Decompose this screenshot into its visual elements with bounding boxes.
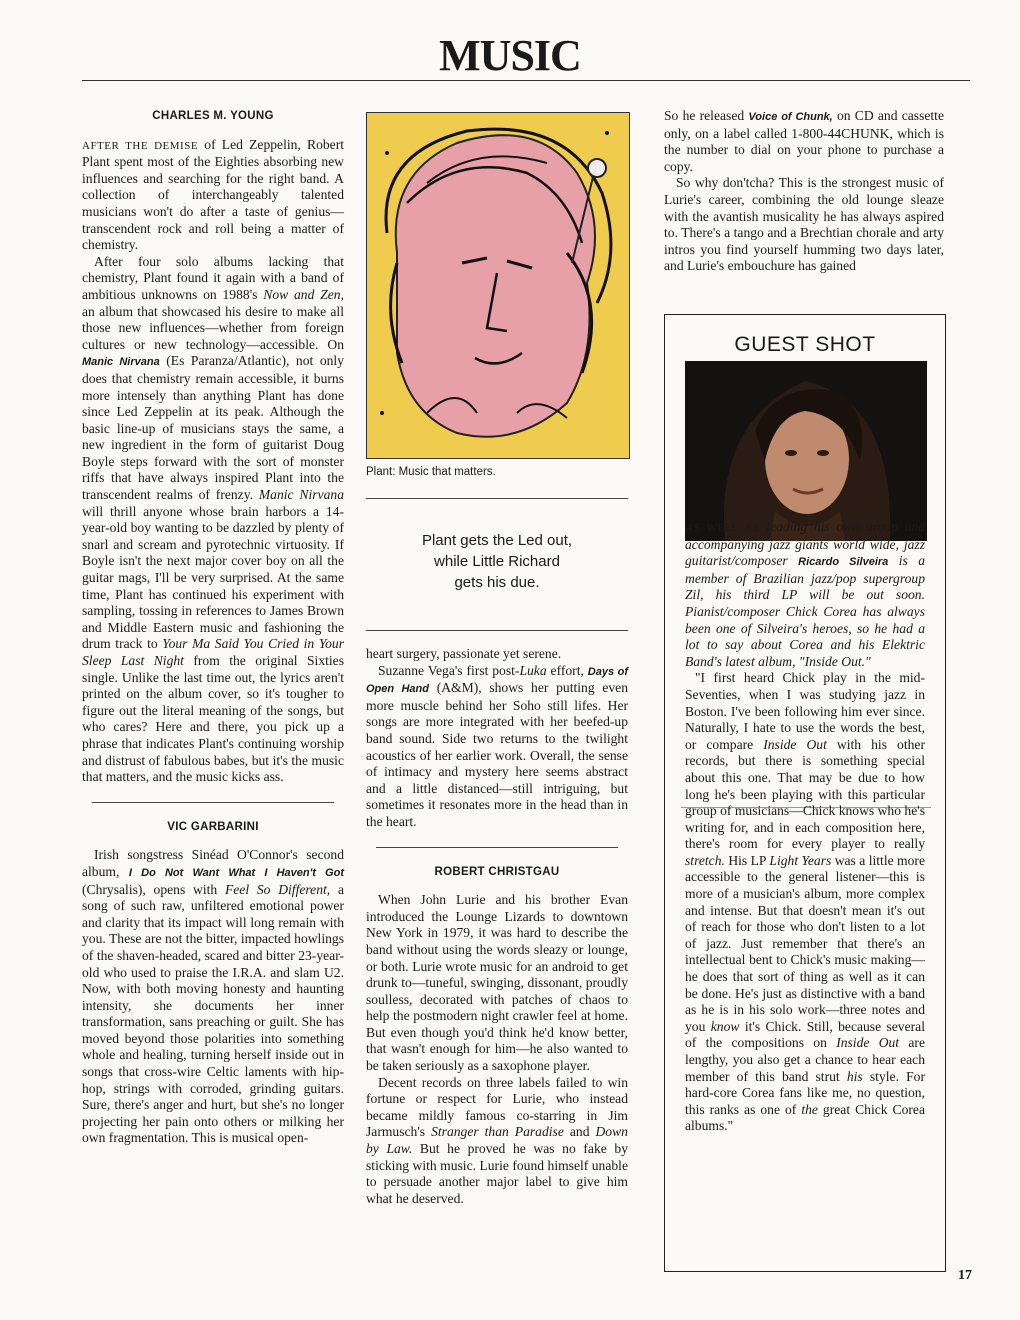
emphasis: stretch. [685,852,725,868]
section-title: MUSIC [439,31,581,80]
quote-text: with his other records, but there is something special about this one. That may be due to how long he's been playing with this particular group of musicians—Chick knows who he's writing for, and in each composition here, there's room for every player to really [685,736,925,852]
guest-intro [685,519,925,670]
review1-text: After four solo albums lacking that chemistry, Plant found it again with a band of ambitious unknowns on 1988's [82,253,344,302]
review1-paragraph-2 [82,254,344,786]
review3-text: But he proved he was no fake by sticking with music. Lurie found himself unable to persuade another major label to give him what he deserved. [366,1141,628,1206]
review3-text: and [569,1124,590,1140]
quote-text: was a little more accessible to the general listener—this is more of a musician's album, more complex and intense. But that doesn't mean it's out of reach for those who don't listen to a lot of jazz. Just remember that there's an intellectual bent to Chick's music making—he does that sort of thing as well as it can be done. He's just as distinctive with a band as he is in his solo work—three notes and you [685,852,925,1034]
review2-text: (A&M), shows her putting even more muscle behind her Soho still lifes. Her songs are more integrated with her beefed-up band sound. Side two returns to the twilight acoustics of her earlier work. Overall, the sense of intimacy and mystery here seems abstract and a little distanced—still intriguing, but sometimes it resonates more in the head than in the heart. [366,680,628,829]
review2-text: effort, [550,662,584,678]
page-number: 17 [958,1268,972,1283]
guest-photo-ricardo-silveira [685,361,927,541]
guest-shot-text [685,519,925,1135]
review2-continuation: heart surgery, passionate yet serene. [366,646,562,661]
lead-in: AFTER THE DEMISE [82,139,199,152]
illustration-robert-plant [366,112,630,459]
pullquote-line-1: Plant gets the Led out, [421,532,573,549]
album-title: Inside Out [836,1035,900,1051]
album-title: Manic Nirvana [82,356,160,369]
guest-name: Ricardo Silveira [798,556,889,569]
quote-text: style. For hard-core Corea fans like me, no question, this ranks as one of [685,1068,925,1117]
album-title: Manic Nirvana [258,487,344,503]
review3-paragraph-2 [366,1075,628,1208]
review2-text: a song of such raw, unfiltered emotional power and clarity that its impact will long remain with you. These are not the bitter, impacted howlings of the shaven-headed, scared and bitter 23-year-old who used to praise the I.R.A. and slam U2. Now, with both moving honesty and haunting intensity, she documents her inner transformation, sans preaching or guilt. She has moved beyond those polarities into something whole and healing, turning herself inside out in songs that cross-wire Celtic laments with hip-hop, strings with corroded, grinding guitars. Sure, there's anger and hurt, but she's no longer projecting her pain onto others or milking her own fragmentation. This is musical open- [82,881,344,1146]
pullquote-rule-top [366,498,628,499]
review3-text: So he released [664,108,745,123]
lead-in: AS WELL AS [685,522,760,534]
byline-robert-christgau: ROBERT CHRISTGAU [434,865,560,878]
album-title: Days of Open Hand [366,665,628,696]
pullquote [366,530,628,593]
guest-intro-text: leading his own group and accompanying jazz giants world wide, jazz guitarist/composer [685,519,926,569]
review3-paragraph-1: When John Lurie and his brother Evan introduced the Lounge Lizards to downtown New York in 1979, it was hard to describe the band without using the words sleazy or lounge, or both. Lurie wrote music for an android to get drunk to—tuneful, swinging, dissonant, proudly soulless, decorated with patches of chaos to help the postmodern night crawler feel at home. But even though you'd think he'd know better, that wasn't enough for him—he also wanted to be taken seriously as a saxophone player. [366,892,628,1074]
review1-text-1: of Led Zeppelin, Robert Plant spent most of the Eighties absorbing new influences and searching for the right band. A collection of interchangeably talented musicians won't do after a taste of genius—transcendent rock and roll being a matter of chemistry. [82,136,345,253]
portrait-photo [685,361,927,541]
byline-vic-garbarini: VIC GARBARINI [167,820,259,833]
caricature-drawing [367,113,629,458]
album-title: Now and Zen, [263,286,344,302]
guest-shot-box [664,314,946,1272]
pullquote-line-2: while Little Richard [434,553,560,570]
quote-text: it's Chick. Still, because several of the compositions on [685,1018,925,1051]
guest-shot-title: GUEST SHOT [734,333,876,356]
column-1 [82,108,344,1147]
byline-charles-young: CHARLES M. YOUNG [152,110,274,122]
review3-paragraph-3 [664,108,944,175]
pullquote-line-3: gets his due. [454,574,540,591]
film-title: Stranger than Paradise [431,1124,564,1140]
review2-paragraph-1 [82,847,344,1147]
divider [376,847,618,848]
column-2 [366,646,628,1207]
review1-text: (Es Paranza/Atlantic), not only does that chemistry remain accessible, it burns more intensely than anything Plant has done since Led Zeppelin at its peak. Although the basic line-up of musicians stays the same, a new ingredient in the form of guitarist Doug Boyle steps forward with the sort of monster riffs that have always inspired Plant into the transcendent realms of frenzy. [82,353,344,503]
quote-text: are lengthy, you also get a chance to hear each member of this band strut [685,1035,925,1084]
song-title: Your Ma Said You Cried in Your Sleep Last Night [82,636,345,668]
review1-text: will thrill anyone whose brain harbors a 14-year-old boy wanting to be dazzled by plenty of snarl and scream and pyrotechnic virtuosity. If Boyle isn't the next major cover boy on all the guitar mags, I'll be very surprised. At the same time, Plant has continued his experiment with sampling, tossing in references to James Brown and Middle Eastern music and fashioning the drum track to [82,503,344,652]
guest-quote [685,670,925,1135]
illustration-caption: Plant: Music that matters. [366,466,496,478]
review2-paragraph-2 [366,663,628,831]
column-3 [664,108,944,275]
album-title: Inside Out [763,736,827,752]
album-title: Light Years [769,852,832,868]
emphasis: his [846,1068,863,1084]
review2-text: (Chrysalis), opens with [82,881,218,897]
album-title: I Do Not Want What I Haven't Got [128,866,344,879]
divider [92,802,334,803]
review1-text: from the original Sixties single. Unlike the last time out, the lyrics aren't printed on the album cover, so it's tougher to figure out the literal meaning of the songs, but who cares? Here and there, you pick up a phrase that indicates Plant's continuing worship and distrust of fabulous babes, but it's the music that matters, and the music kicks ass. [82,653,344,785]
quote-text: great Chick Corea albums." [685,1101,925,1134]
album-title: Luka [519,662,547,678]
review1-text: an album that showcased his desire to make all those new influences—whether from foreign cultures or new technology—accessible. On [82,303,344,352]
review3-paragraph-4: So why don'tcha? This is the strongest music of Lurie's career, combining the old lounge sleaze with the avantish musicality he has always aspired to. There's a tango and a Brechtian chorale and arty intros you find yourself humming two days later, and Lurie's embouchure has gained [664,175,944,274]
review1-paragraph-1 [82,137,344,254]
emphasis: know [710,1018,740,1034]
review3-text: on CD and cassette only, on a label called 1-800-44CHUNK, which is the number to dial on your phone to purchase a copy. [664,108,944,174]
review2-text: Suzanne Vega's first post- [378,662,520,678]
pullquote-rule-bottom [366,630,628,631]
header-rule [82,80,970,81]
guest-intro-text: is a member of Brazilian jazz/pop supergroup Zil, his third LP will be out soon. Pianist/composer Chick Corea has always been one of Silveira's heroes, so he had a lot to say about Corea and his Elektric Band's latest album, "Inside Out." [685,553,926,669]
quote-text: "I first heard Chick play in the mid-Seventies, when I was studying jazz in Boston. I've been following him ever since. Naturally, I hate to use the words the best, or compare [685,670,925,752]
review3-text: Decent records on three labels failed to win fortune or respect for Lurie, who instead became mildly famous co-starring in Jim Jarmusch's [366,1074,628,1140]
review2-text: Irish songstress Sinéad O'Connor's second album, [82,847,344,879]
album-title: Voice of Chunk, [748,111,833,123]
song-title: Feel So Different, [224,881,331,897]
film-title: Down by Law. [366,1124,628,1157]
emphasis: the [801,1101,818,1117]
quote-text: His LP [728,852,766,868]
